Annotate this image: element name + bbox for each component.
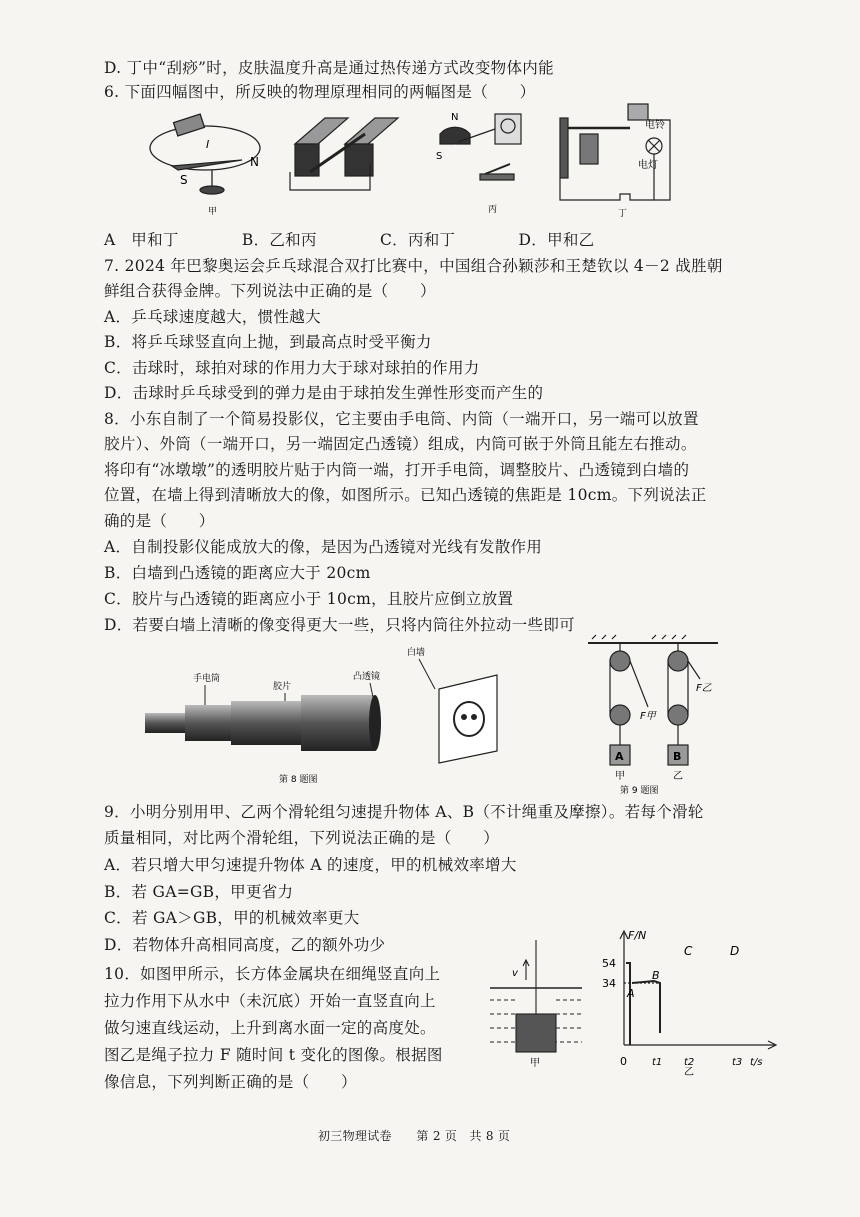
- q7-stem-2: 鲜组合获得金牌。下列说法中正确的是（ ）: [104, 282, 436, 300]
- fig10-point-C: C: [684, 944, 693, 958]
- q6-options: A 甲和丁 B．乙和丙 C．丙和丁 D．甲和乙: [104, 231, 595, 249]
- fig6-bell-label: 电铃: [645, 120, 665, 131]
- fig6-lamp-label: 电灯: [638, 160, 658, 171]
- q5-option-d: D. 丁中“刮痧”时，皮肤温度升高是通过热传递方式改变物体内能: [104, 59, 554, 77]
- fig6-label-ding: 丁: [618, 209, 628, 219]
- fig8-caption: 第 8 题图: [279, 775, 318, 785]
- q6-figure: [150, 104, 680, 220]
- outer-tube: [301, 695, 375, 751]
- q7-option-b: B．将乒乓球竖直向上抛，到最高点时受平衡力: [104, 333, 432, 351]
- fig10-label-jia: 甲: [530, 1058, 540, 1069]
- fig9-yi: 乙: [673, 771, 683, 782]
- film-label: 胶片: [273, 682, 292, 692]
- inner-tube: [231, 701, 301, 745]
- fig10-y-tick-54: 54: [602, 957, 616, 970]
- q8-stem-4: 位置，在墙上得到清晰放大的像，如图所示。已知凸透镜的焦距是 10cm。下列说法正: [104, 486, 707, 504]
- q10-stem-1: 10．如图甲所示，长方体金属块在细绳竖直向上: [104, 965, 441, 983]
- q9-option-d: D．若物体升高相同高度，乙的额外功少: [104, 936, 386, 954]
- q9-option-c: C．若 GA＞GB，甲的机械效率更大: [104, 909, 360, 927]
- fig9-A: A: [615, 750, 624, 763]
- page-footer: 初三物理试卷 第 2 页 共 8 页: [318, 1129, 511, 1143]
- fig10-label-yi: 乙: [684, 1067, 694, 1078]
- fig9-Fjia: F甲: [640, 711, 656, 722]
- fig10-v: v: [512, 968, 518, 979]
- q10-water-figure: [486, 940, 586, 1070]
- wall-label: 白墙: [407, 648, 426, 658]
- q9-stem-1: 9．小明分别用甲、乙两个滑轮组匀速提升物体 A、B（不计绳重及摩擦）。若每个滑轮: [104, 803, 704, 821]
- inner-tube-left: [185, 705, 231, 741]
- fig6-label-jia: 甲: [208, 207, 218, 217]
- q10-force-time-chart: [600, 925, 790, 1078]
- fig6-N: N: [250, 155, 259, 169]
- fig10-t2: t2: [684, 1057, 695, 1068]
- q6-stem: 6. 下面四幅图中，所反映的物理原理相同的两幅图是（ ）: [104, 83, 536, 101]
- q7-stem-1: 7. 2024 年巴黎奥运会乒乓球混合双打比赛中，中国组合孙颖莎和王楚钦以 4－2 战胜朝: [104, 257, 723, 275]
- q8-option-b: B．白墙到凸透镜的距离应大于 20cm: [104, 564, 371, 582]
- q10-stem-3: 做匀速直线运动，上升到离水面一定的高度处。: [104, 1019, 436, 1037]
- lens-label: 凸透镜: [353, 672, 381, 682]
- q10-stem-2: 拉力作用下从水中（未沉底）开始一直竖直向上: [104, 992, 436, 1010]
- fig9-Fyi: F乙: [696, 683, 712, 694]
- q9-pulley-figure: [588, 635, 728, 795]
- fig9-caption: 第 9 题图: [620, 786, 659, 796]
- q7-option-d: D．击球时乒乓球受到的弹力是由于球拍发生弹性形变而产生的: [104, 384, 544, 402]
- fig10-point-D: D: [730, 944, 740, 958]
- q7-option-c: C．击球时，球拍对球的作用力大于球对球拍的作用力: [104, 359, 480, 377]
- q8-option-c: C．胶片与凸透镜的距离应小于 10cm，且胶片应倒立放置: [104, 590, 514, 608]
- q7-option-a: A．乒乓球速度越大，惯性越大: [104, 308, 321, 326]
- q8-stem-1: 8．小东自制了一个简易投影仪，它主要由手电筒、内筒（一端开口，另一端可以放置: [104, 410, 699, 428]
- fig10-t1: t1: [652, 1057, 663, 1068]
- lens-end: [369, 695, 381, 751]
- fig10-y-axis-label: F/N: [628, 929, 647, 942]
- fig6-S: S: [180, 173, 188, 187]
- q8-stem-3: 将印有“冰墩墩”的透明胶片贴于内筒一端，打开手电筒，调整胶片、凸透镜到白墙的: [104, 461, 690, 479]
- q8-wall-figure: [405, 645, 515, 765]
- fig10-y-tick-34: 34: [602, 977, 616, 990]
- q9-option-a: A．若只增大甲匀速提升物体 A 的速度，甲的机械效率增大: [104, 856, 517, 874]
- q8-option-a: A．自制投影仪能成放大的像，是因为凸透镜对光线有发散作用: [104, 538, 543, 556]
- fig6-bing-diagram: [440, 114, 521, 180]
- fig10-point-A: A: [627, 987, 635, 1000]
- fig9-jia: 甲: [615, 771, 625, 782]
- fig6-I: I: [206, 138, 210, 151]
- fig6-yi-diagram: [290, 118, 398, 190]
- fig6-label-bing: 丙: [488, 205, 498, 215]
- fig6-bing-S: S: [436, 151, 443, 162]
- q9-option-b: B．若 GA=GB，甲更省力: [104, 883, 294, 901]
- fig10-t3: t3: [732, 1057, 743, 1068]
- fig6-jia-diagram: [150, 114, 260, 194]
- fig9-B: B: [673, 750, 682, 763]
- fig6-bing-N: N: [451, 112, 459, 123]
- q8-option-d: D．若要白墙上清晰的像变得更大一些，只将内筒往外拉动一些即可: [104, 616, 575, 634]
- q8-stem-2: 胶片）、外筒（一端开口，另一端固定凸透镜）组成，内筒可嵌于外筒且能左右推动。: [104, 435, 697, 453]
- flashlight-body: [145, 713, 185, 733]
- q8-projector-figure: [145, 665, 395, 785]
- fig10-origin: 0: [620, 1055, 627, 1068]
- fig10-point-B: B: [652, 969, 660, 982]
- fig6-ding-diagram: [560, 104, 670, 200]
- q10-stem-5: 像信息，下列判断正确的是（ ）: [104, 1073, 357, 1091]
- fig10-x-axis-label: t/s: [750, 1057, 763, 1068]
- q9-stem-2: 质量相同，对比两个滑轮组，下列说法正确的是（ ）: [104, 829, 500, 847]
- q8-stem-5: 确的是（ ）: [104, 512, 215, 530]
- q10-stem-4: 图乙是绳子拉力 F 随时间 t 变化的图像。根据图: [104, 1046, 443, 1064]
- flashlight-label: 手电筒: [193, 674, 221, 684]
